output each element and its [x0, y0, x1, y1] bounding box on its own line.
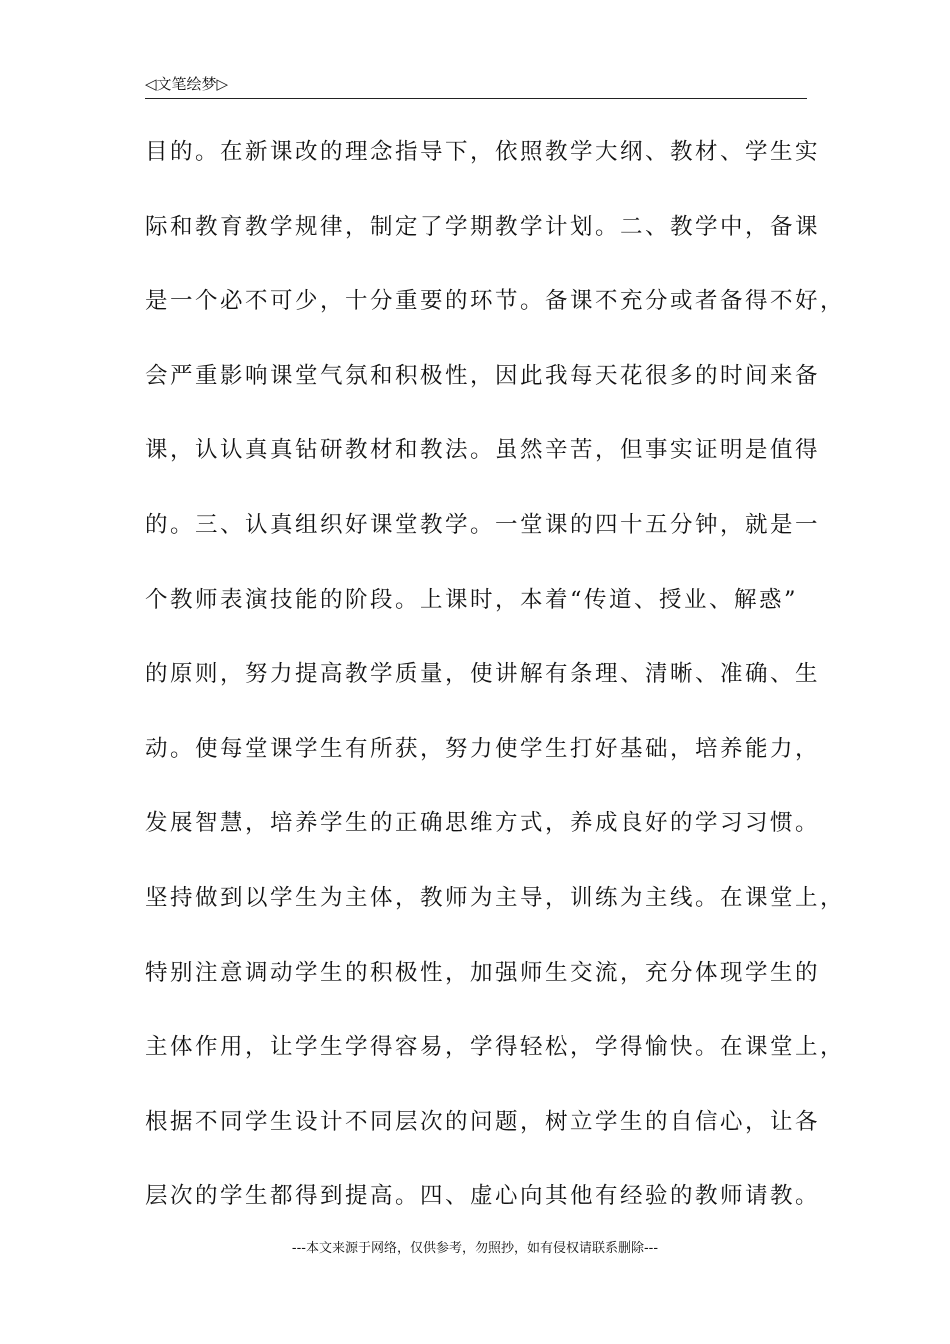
footer-notice: ---本文来源于网络，仅供参考，勿照抄，如有侵权请联系删除---: [291, 1241, 659, 1256]
body-line: 际和教育教学规律，制定了学期教学计划。二、教学中，备课: [145, 213, 821, 240]
body-line: 坚持做到以学生为主体，教师为主导，训练为主线。在课堂上，: [145, 884, 846, 911]
body-line: 的。三、认真组织好课堂教学。一堂课的四十五分钟，就是一: [145, 511, 821, 538]
body-line: 动。使每堂课学生有所获，努力使学生打好基础，培养能力，: [145, 735, 821, 762]
body-line: 是一个必不可少，十分重要的环节。备课不充分或者备得不好，: [145, 288, 846, 315]
body-line: 的原则，努力提高教学质量，使讲解有条理、清晰、准确、生: [145, 661, 821, 688]
header-title: ◁文笔绘梦▷: [145, 75, 229, 93]
body-line: 层次的学生都得到提高。四、虚心向其他有经验的教师请教。: [145, 1183, 821, 1210]
document-body: [145, 130, 846, 1249]
body-line: 根据不同学生设计不同层次的问题，树立学生的自信心，让各: [145, 1108, 821, 1135]
body-line: 会严重影响课堂气氛和积极性，因此我每天花很多的时间来备: [145, 362, 821, 389]
body-line: 课，认认真真钻研教材和教法。虽然辛苦，但事实证明是值得: [145, 437, 821, 464]
body-line: 主体作用，让学生学得容易，学得轻松，学得愉快。在课堂上，: [145, 1034, 846, 1061]
body-line: 特别注意调动学生的积极性，加强师生交流，充分体现学生的: [145, 959, 821, 986]
body-line: 个教师表演技能的阶段。上课时，本着“传道、授业、解惑”: [145, 586, 799, 613]
body-line: 发展智慧，培养学生的正确思维方式，养成良好的学习习惯。: [145, 810, 821, 837]
body-line: 目的。在新课改的理念指导下，依照教学大纲、教材、学生实: [145, 139, 821, 165]
page-header: [145, 72, 807, 99]
